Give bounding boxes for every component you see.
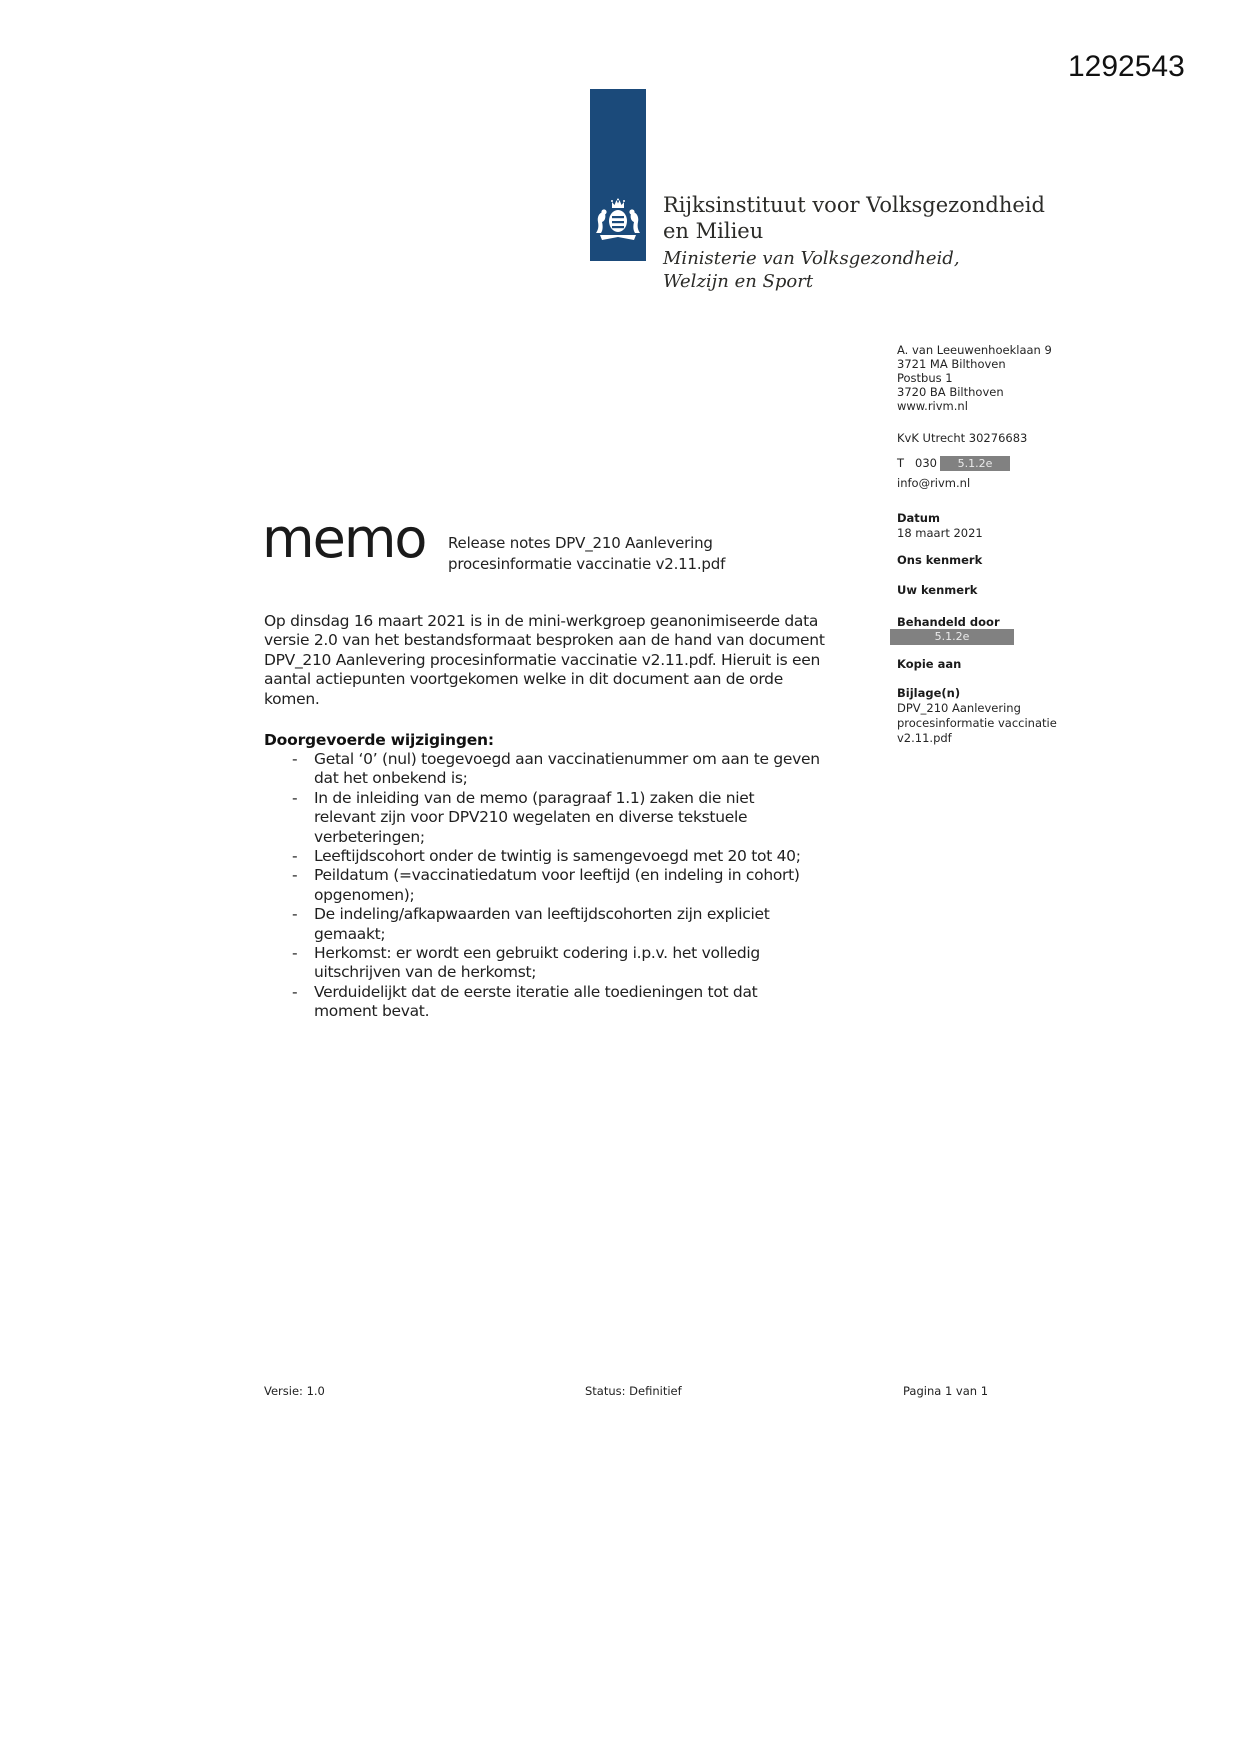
list-item: [265, 750, 820, 789]
address-line: 3720 BA Bilthoven: [897, 385, 1004, 399]
bijlage-line: procesinformatie vaccinatie: [897, 716, 1057, 730]
org-name-line1: Rijksinstituut voor Volksgezondheid: [663, 193, 1045, 217]
footer-page-number: Pagina 1 van 1: [903, 1384, 989, 1398]
bullet-dash: -: [292, 866, 298, 885]
list-item-text: Verduidelijkt dat de eerste iteratie alle toedieningen tot dat moment bevat.: [314, 982, 758, 1021]
memo-subtitle: [448, 533, 725, 575]
bullet-dash: -: [292, 788, 298, 807]
list-item-text: In de inleiding van de memo (paragraaf 1.1) zaken die niet relevant zijn voor DPV210 wegelaten en diverse tekstuele verbeteringen;: [314, 788, 755, 846]
subtitle-line: Release notes DPV_210 Aanlevering: [448, 534, 713, 552]
bullet-dash: -: [292, 847, 298, 866]
list-item-text: Leeftijdscohort onder de twintig is samengevoegd met 20 tot 40;: [314, 847, 801, 866]
subtitle-line: procesinformatie vaccinatie v2.11.pdf: [448, 555, 726, 573]
changes-heading: Doorgevoerde wijzigingen:: [264, 731, 494, 749]
list-item: [265, 983, 820, 1022]
bijlage-label: Bijlage(n): [897, 686, 961, 700]
body-line: aantal actiepunten voortgekomen welke in dit document aan de orde: [264, 670, 783, 689]
footer-status: Status: Definitief: [585, 1384, 682, 1398]
bullet-dash: -: [292, 982, 298, 1001]
coat-of-arms-icon: [593, 197, 643, 247]
phone-prefix: T: [897, 456, 905, 470]
website-url: www.rivm.nl: [897, 399, 968, 413]
body-line: Op dinsdag 16 maart 2021 is in de mini-werkgroep geanonimiseerde data: [264, 612, 819, 630]
phone-row: [897, 456, 1010, 471]
bijlage-line: v2.11.pdf: [897, 731, 952, 745]
datum-label: Datum: [897, 511, 940, 525]
footer-version: Versie: 1.0: [264, 1384, 325, 1398]
document-number: 1292543: [1068, 50, 1185, 83]
logo-wordmark: [663, 192, 1045, 293]
list-item: [265, 944, 820, 983]
body-line: komen.: [264, 689, 320, 708]
kvk-number: KvK Utrecht 30276683: [897, 431, 1028, 445]
behandeld-door-label: Behandeld door: [897, 615, 1000, 629]
email-address: info@rivm.nl: [897, 476, 971, 490]
list-item: [265, 789, 820, 847]
phone-number: 030: [915, 456, 937, 470]
ons-kenmerk-label: Ons kenmerk: [897, 553, 983, 567]
ministry-line2: Welzijn en Sport: [663, 271, 814, 292]
bijlage-line: DPV_210 Aanlevering: [897, 701, 1021, 715]
redaction-box: 5.1.2e: [890, 629, 1014, 645]
body-line: versie 2.0 van het bestandsformaat besproken aan de hand van document: [264, 631, 825, 650]
list-item: [265, 847, 820, 866]
body-line: DPV_210 Aanlevering procesinformatie vaccinatie v2.11.pdf. Hieruit is een: [264, 650, 820, 669]
datum-value: 18 maart 2021: [897, 526, 983, 540]
address-line: Postbus 1: [897, 371, 953, 385]
list-item-text: Getal ‘0’ (nul) toegevoegd aan vaccinatienummer om aan te geven dat het onbekend is;: [314, 750, 820, 788]
logo-banner: [590, 89, 646, 261]
org-name-line2: en Milieu: [663, 219, 764, 243]
list-item-text: De indeling/afkapwaarden van leeftijdscohorten zijn expliciet gemaakt;: [314, 905, 770, 943]
uw-kenmerk-label: Uw kenmerk: [897, 583, 978, 597]
changes-list: [265, 750, 820, 1022]
kopie-aan-label: Kopie aan: [897, 657, 962, 671]
body-paragraph: [264, 612, 825, 709]
list-item-text: Herkomst: er wordt een gebruikt codering i.p.v. het volledig uitschrijven van de herkomst;: [314, 944, 760, 982]
address-line: A. van Leeuwenhoeklaan 9: [897, 343, 1052, 357]
address-block: [897, 343, 1052, 413]
ministry-line1: Ministerie van Volksgezondheid,: [663, 248, 960, 269]
memo-title: memo: [262, 507, 426, 570]
bijlage-value: [897, 701, 1057, 746]
list-item: [265, 905, 820, 944]
list-item: [265, 866, 820, 905]
list-item-text: Peildatum (=vaccinatiedatum voor leeftijd (en indeling in cohort) opgenomen);: [314, 866, 800, 904]
bullet-dash: -: [292, 944, 298, 963]
bullet-dash: -: [292, 905, 298, 924]
redaction-box: 5.1.2e: [940, 456, 1010, 471]
address-line: 3721 MA Bilthoven: [897, 357, 1006, 371]
bullet-dash: -: [292, 750, 298, 768]
